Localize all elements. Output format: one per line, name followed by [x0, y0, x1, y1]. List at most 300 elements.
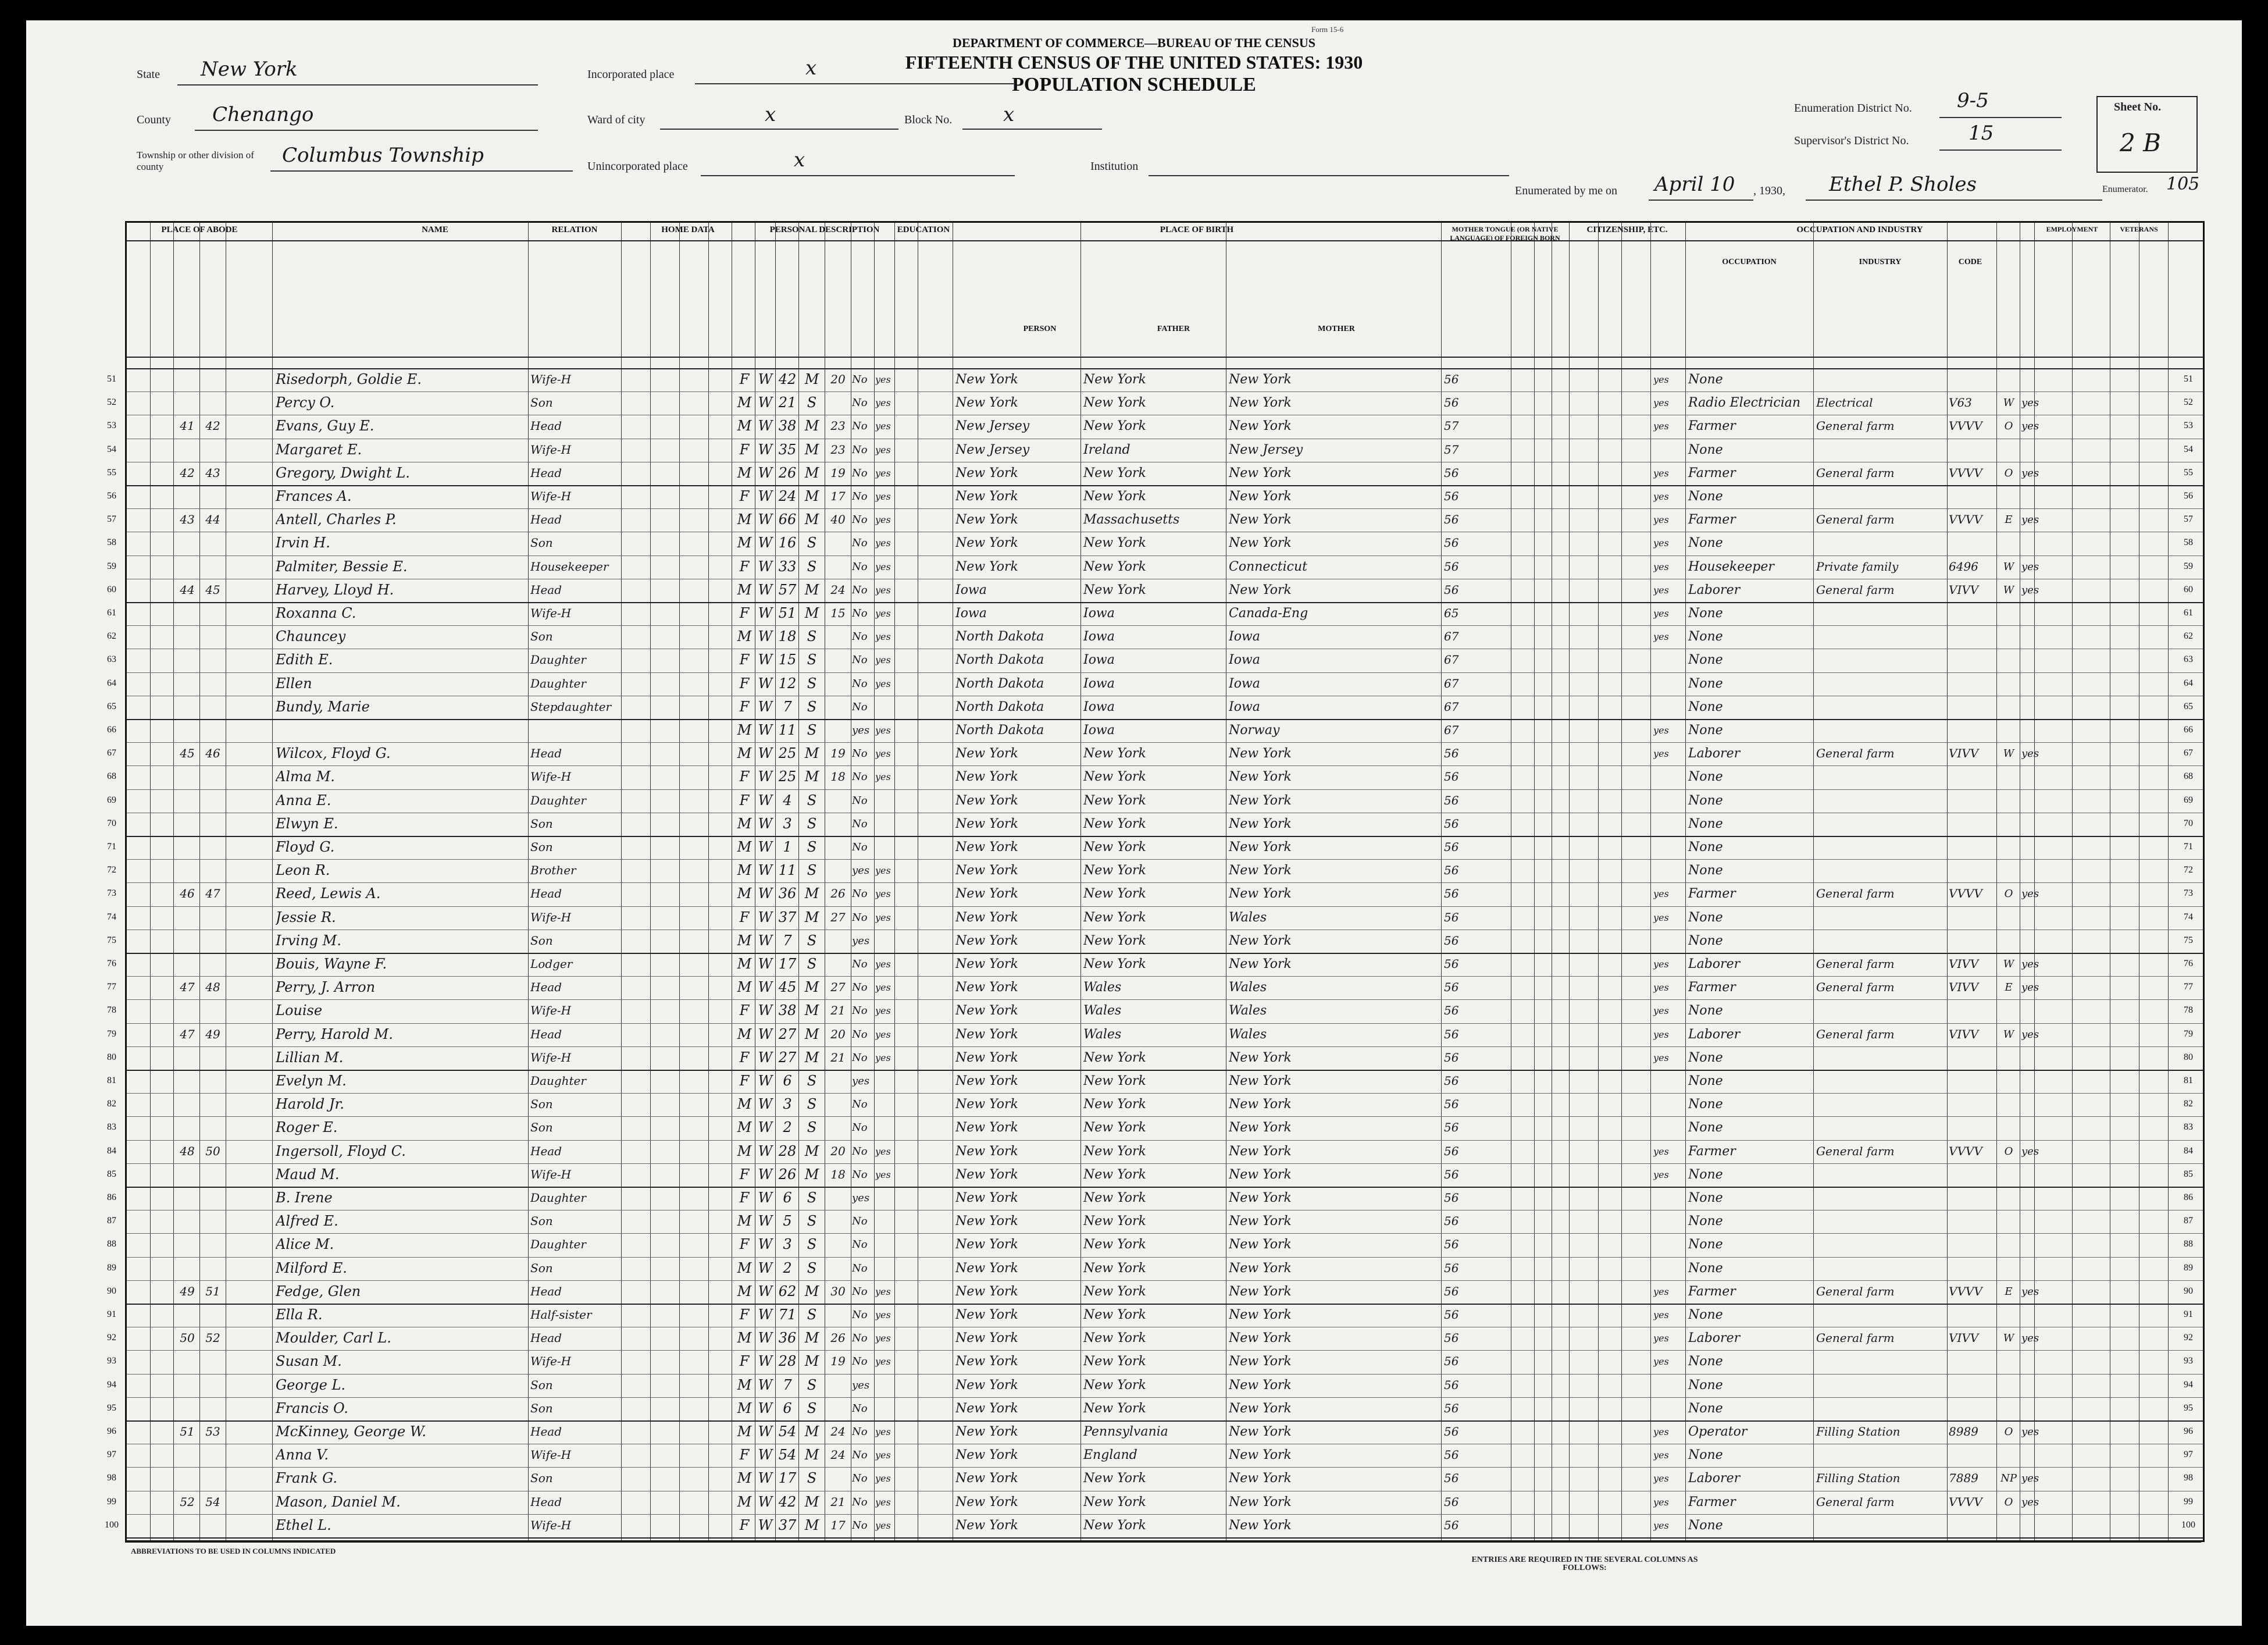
relation: Head	[530, 746, 562, 761]
relation: Wife-H	[530, 489, 572, 503]
mother-tongue-code: 57	[1444, 419, 1459, 433]
occupation: Farmer	[1688, 980, 1736, 995]
birthplace-mother: Norway	[1229, 723, 1280, 738]
industry: General farm	[1816, 886, 1895, 901]
birthplace-person: New York	[955, 910, 1018, 925]
birthplace-father: New York	[1083, 1120, 1146, 1135]
line-number: 84	[2184, 1145, 2193, 1156]
birthplace-person: New York	[955, 933, 1018, 948]
person-name: Ellen	[276, 675, 312, 692]
group-veterans: VETERANS	[2120, 225, 2158, 233]
relation: Son	[530, 1401, 553, 1415]
race: W	[758, 768, 773, 785]
age: 11	[778, 722, 797, 738]
employed: yes	[2021, 1028, 2039, 1041]
school-attendance: No	[852, 1285, 868, 1298]
race: W	[758, 1073, 773, 1089]
line-number: 67	[107, 748, 116, 759]
family-number: 47	[205, 886, 220, 901]
occupation-code: VVVV	[1949, 1494, 1982, 1509]
col-code: CODE	[1958, 258, 1982, 266]
occupation: None	[1688, 840, 1723, 854]
employed: yes	[2021, 1496, 2039, 1508]
line-number: 100	[2181, 1519, 2195, 1530]
line-number: 86	[2184, 1192, 2193, 1202]
birthplace-father: New York	[1083, 957, 1146, 971]
mother-tongue-code: 56	[1444, 746, 1459, 761]
person-name: Ella R.	[276, 1306, 323, 1323]
age-at-marriage: 26	[830, 1331, 846, 1345]
block-value: x	[1003, 103, 1015, 126]
marital-status: S	[807, 1376, 817, 1393]
line-number: 62	[107, 631, 116, 642]
group-tongue: MOTHER TONGUE (OR NATIVE LANGUAGE) OF FOREIGN BORN	[1450, 225, 1560, 242]
group-occupation: OCCUPATION AND INDUSTRY	[1796, 225, 1923, 234]
sd-value: 15	[1969, 122, 1994, 145]
can-speak-english: yes	[1653, 1052, 1669, 1063]
employed: yes	[2021, 514, 2039, 526]
age-at-marriage: 18	[830, 1167, 846, 1181]
can-read: yes	[875, 537, 891, 549]
sex: M	[737, 1283, 752, 1299]
person-name: Roger E.	[276, 1119, 338, 1136]
marital-status: M	[804, 1493, 819, 1510]
family-number: 44	[205, 512, 220, 527]
line-number: 65	[2184, 701, 2193, 711]
sex: M	[737, 1213, 752, 1230]
line-number: 72	[2184, 865, 2193, 875]
race: W	[758, 698, 773, 715]
school-attendance: No	[852, 397, 868, 410]
birthplace-mother: New York	[1229, 1284, 1292, 1299]
race: W	[758, 464, 773, 481]
person-name: Alma M.	[276, 768, 335, 785]
can-speak-english: yes	[1653, 631, 1669, 643]
relation: Son	[530, 1097, 553, 1112]
sex: F	[739, 1190, 750, 1206]
birthplace-person: New York	[955, 536, 1018, 551]
can-read: yes	[875, 888, 891, 900]
birthplace-person: New York	[955, 489, 1018, 504]
birthplace-mother: Canada-Eng	[1229, 606, 1308, 621]
institution-label: Institution	[1090, 160, 1139, 173]
county-label: County	[137, 113, 171, 126]
birthplace-father: New York	[1083, 372, 1146, 387]
family-number: 51	[205, 1284, 220, 1298]
sex: M	[737, 1259, 752, 1276]
class-of-worker: W	[2003, 958, 2014, 970]
birthplace-person: New York	[955, 372, 1018, 387]
line-number: 93	[2184, 1356, 2193, 1366]
occupation: Farmer	[1688, 419, 1736, 434]
line-number: 79	[2184, 1028, 2193, 1039]
mother-tongue-code: 56	[1444, 489, 1459, 503]
birthplace-person: New York	[955, 1284, 1018, 1299]
birthplace-father: New York	[1083, 1494, 1146, 1509]
relation: Wife-H	[530, 1167, 572, 1181]
line-number: 90	[2184, 1286, 2193, 1296]
person-name: Bundy, Marie	[276, 698, 370, 715]
age-at-marriage: 17	[830, 1518, 846, 1532]
marital-status: M	[804, 1353, 819, 1370]
relation: Wife-H	[530, 770, 572, 784]
can-read: yes	[875, 1028, 891, 1040]
relation: Daughter	[530, 676, 586, 690]
birthplace-person: New York	[955, 1074, 1018, 1088]
age: 71	[778, 1306, 797, 1323]
line-number: 57	[107, 514, 116, 525]
mother-tongue-code: 65	[1444, 606, 1459, 620]
can-speak-english: yes	[1653, 537, 1669, 549]
school-attendance: No	[852, 1098, 868, 1111]
sex: F	[739, 768, 750, 785]
group-home: HOME DATA	[661, 225, 715, 234]
ed-label: Enumeration District No.	[1794, 102, 1912, 115]
line-number: 96	[2184, 1426, 2193, 1436]
mother-tongue-code: 56	[1444, 559, 1459, 574]
birthplace-mother: New York	[1229, 465, 1292, 480]
can-read: yes	[875, 631, 891, 643]
birthplace-person: New York	[955, 1097, 1018, 1112]
race: W	[758, 1400, 773, 1416]
relation: Wife-H	[530, 1050, 572, 1064]
class-of-worker: W	[2003, 583, 2014, 596]
occupation: None	[1688, 1214, 1723, 1229]
birthplace-mother: New York	[1229, 1074, 1292, 1088]
age: 27	[778, 1049, 797, 1066]
birthplace-father: New York	[1083, 933, 1146, 948]
township-label: Township or other division of county	[137, 149, 254, 172]
line-number: 71	[2184, 842, 2193, 852]
birthplace-person: New York	[955, 1425, 1018, 1439]
marital-status: M	[804, 909, 819, 925]
birthplace-father: New York	[1083, 1261, 1146, 1276]
industry: Filling Station	[1816, 1425, 1900, 1439]
occupation: None	[1688, 1401, 1723, 1416]
person-name: Floyd G.	[276, 839, 335, 855]
line-number: 62	[2184, 631, 2193, 642]
school-attendance: No	[852, 1121, 868, 1134]
race: W	[758, 1306, 773, 1323]
occupation-code: VIVV	[1949, 582, 1979, 597]
birthplace-mother: New Jersey	[1229, 442, 1303, 457]
mother-tongue-code: 56	[1444, 372, 1459, 386]
can-speak-english: yes	[1653, 608, 1669, 619]
age: 38	[778, 1002, 797, 1019]
mother-tongue-code: 67	[1444, 723, 1459, 737]
school-attendance: No	[852, 1472, 868, 1485]
mother-tongue-code: 56	[1444, 1494, 1459, 1509]
mother-tongue-code: 56	[1444, 1401, 1459, 1415]
relation: Son	[530, 1120, 553, 1135]
occupation: None	[1688, 1354, 1723, 1369]
person-name: Alfred E.	[276, 1213, 338, 1230]
industry: General farm	[1816, 746, 1895, 761]
school-attendance: yes	[852, 1075, 870, 1087]
mother-tongue-code: 56	[1444, 816, 1459, 831]
birthplace-mother: New York	[1229, 770, 1292, 785]
can-speak-english: yes	[1653, 959, 1669, 970]
employed: yes	[2021, 888, 2039, 900]
can-read: yes	[875, 514, 891, 526]
occupation-code: VVVV	[1949, 512, 1982, 527]
race: W	[758, 394, 773, 411]
person-name: Evelyn M.	[276, 1073, 347, 1089]
can-read: yes	[875, 865, 891, 877]
can-read: yes	[875, 771, 891, 783]
person-name: Maud M.	[276, 1166, 340, 1183]
race: W	[758, 488, 773, 504]
person-name: Elwyn E.	[276, 815, 338, 832]
birthplace-person: New York	[955, 1494, 1018, 1509]
race: W	[758, 745, 773, 762]
line-number: 94	[2184, 1379, 2193, 1390]
occupation: Farmer	[1688, 886, 1736, 902]
age-at-marriage: 23	[830, 442, 846, 457]
industry: General farm	[1816, 465, 1895, 480]
age: 21	[778, 394, 797, 411]
age-at-marriage: 20	[830, 1144, 846, 1158]
person-name: Bouis, Wayne F.	[276, 956, 387, 972]
age: 17	[778, 1470, 797, 1487]
line-number: 79	[107, 1028, 116, 1039]
race: W	[758, 862, 773, 879]
sex: F	[739, 1073, 750, 1089]
line-number: 74	[107, 911, 116, 922]
line-number: 85	[2184, 1169, 2193, 1179]
industry: General farm	[1816, 1284, 1895, 1298]
occupation: Farmer	[1688, 465, 1736, 480]
birthplace-mother: Iowa	[1229, 653, 1260, 668]
occupation: None	[1688, 723, 1723, 738]
footer-entries-title: ENTRIES ARE REQUIRED IN THE SEVERAL COLUMNS AS FOLLOWS:	[1471, 1555, 1698, 1572]
sex: F	[739, 488, 750, 504]
can-read: yes	[875, 397, 891, 409]
school-attendance: No	[852, 911, 868, 924]
marital-status: M	[804, 1516, 819, 1533]
census-table	[105, 221, 2205, 1542]
race: W	[758, 1447, 773, 1464]
school-attendance: No	[852, 1449, 868, 1462]
line-number: 64	[2184, 678, 2193, 688]
age: 18	[778, 628, 797, 645]
col-industry: INDUSTRY	[1859, 258, 1902, 266]
marital-status: M	[804, 979, 819, 996]
relation: Wife-H	[530, 1518, 572, 1532]
age: 2	[783, 1119, 792, 1136]
race: W	[758, 792, 773, 809]
age: 7	[783, 698, 792, 715]
can-speak-english: yes	[1653, 1519, 1669, 1531]
line-number: 88	[2184, 1239, 2193, 1249]
can-read: yes	[875, 1169, 891, 1180]
dwelling-number: 48	[180, 1144, 195, 1158]
line-number: 75	[2184, 935, 2193, 945]
mother-tongue-code: 56	[1444, 1120, 1459, 1135]
age: 26	[778, 464, 797, 481]
line-number: 92	[107, 1333, 116, 1343]
enumerated-date: April 10	[1654, 173, 1735, 196]
can-read: yes	[875, 1052, 891, 1063]
sex: M	[737, 1470, 752, 1487]
race: W	[758, 1026, 773, 1042]
relation: Wife-H	[530, 1003, 572, 1018]
race: W	[758, 932, 773, 949]
mother-tongue-code: 56	[1444, 465, 1459, 480]
can-speak-english: yes	[1653, 1309, 1669, 1320]
marital-status: M	[804, 441, 819, 458]
birthplace-person: New York	[955, 1518, 1018, 1533]
race: W	[758, 511, 773, 528]
mother-tongue-code: 56	[1444, 536, 1459, 550]
line-number: 68	[2184, 771, 2193, 782]
age-at-marriage: 18	[830, 770, 846, 784]
race: W	[758, 1002, 773, 1019]
employed: yes	[2021, 1332, 2039, 1345]
birthplace-person: New York	[955, 1027, 1018, 1042]
marital-status: M	[804, 1002, 819, 1019]
birthplace-person: North Dakota	[955, 676, 1044, 691]
mother-tongue-code: 56	[1444, 1448, 1459, 1462]
family-number: 46	[205, 746, 220, 761]
birthplace-mother: New York	[1229, 582, 1292, 597]
birthplace-mother: Wales	[1229, 1003, 1267, 1019]
birthplace-mother: New York	[1229, 1494, 1292, 1509]
line-number: 52	[2184, 397, 2193, 408]
employed: yes	[2021, 397, 2039, 410]
occupation: None	[1688, 1448, 1723, 1463]
age-at-marriage: 24	[830, 1425, 846, 1439]
marital-status: M	[804, 885, 819, 902]
school-attendance: No	[852, 607, 868, 619]
line-number: 97	[2184, 1450, 2193, 1460]
birthplace-father: New York	[1083, 1191, 1146, 1205]
birthplace-mother: New York	[1229, 1471, 1292, 1486]
age: 24	[778, 488, 797, 504]
race: W	[758, 956, 773, 972]
line-number: 73	[107, 888, 116, 899]
person-name: Anna E.	[276, 792, 331, 809]
marital-status: S	[807, 558, 817, 575]
race: W	[758, 651, 773, 668]
occupation: Laborer	[1688, 746, 1741, 761]
birthplace-mother: Wales	[1229, 910, 1267, 925]
can-read: yes	[875, 467, 891, 479]
age: 66	[778, 511, 797, 528]
birthplace-mother: New York	[1229, 489, 1292, 504]
line-number: 91	[107, 1309, 116, 1319]
occupation: None	[1688, 653, 1723, 668]
block-label: Block No.	[904, 113, 953, 126]
birthplace-person: New York	[955, 1144, 1018, 1159]
dwelling-number: 47	[180, 1027, 195, 1041]
sex: F	[739, 1516, 750, 1533]
person-name: Harvey, Lloyd H.	[276, 581, 394, 598]
race: W	[758, 1213, 773, 1230]
school-attendance: No	[852, 1519, 868, 1532]
marital-status: S	[807, 675, 817, 692]
mother-tongue-code: 56	[1444, 1003, 1459, 1018]
birthplace-mother: New York	[1229, 933, 1292, 948]
school-attendance: No	[852, 677, 868, 690]
school-attendance: No	[852, 1355, 868, 1368]
age: 37	[778, 1516, 797, 1533]
person-name: Gregory, Dwight L.	[276, 464, 410, 481]
person-name: Francis O.	[276, 1400, 348, 1416]
marital-status: S	[807, 394, 817, 411]
sex: F	[739, 698, 750, 715]
relation: Daughter	[530, 1074, 586, 1088]
occupation: None	[1688, 536, 1723, 551]
age-at-marriage: 21	[830, 1494, 846, 1509]
line-number: 51	[107, 374, 116, 384]
marital-status: M	[804, 464, 819, 481]
can-read: yes	[875, 1333, 891, 1344]
birthplace-mother: New York	[1229, 1120, 1292, 1135]
sex: F	[739, 558, 750, 575]
age-at-marriage: 15	[830, 606, 846, 620]
mother-tongue-code: 57	[1444, 442, 1459, 457]
birthplace-mother: New York	[1229, 1191, 1292, 1205]
birthplace-mother: Iowa	[1229, 676, 1260, 691]
occupation: None	[1688, 1377, 1723, 1393]
age-at-marriage: 27	[830, 910, 846, 924]
marital-status: S	[807, 1236, 817, 1253]
can-speak-english: yes	[1653, 1356, 1669, 1368]
age: 54	[778, 1447, 797, 1464]
line-number: 73	[2184, 888, 2193, 899]
can-speak-english: yes	[1653, 561, 1669, 572]
enumerator-label: Enumerator.	[2102, 184, 2148, 194]
occupation: None	[1688, 606, 1723, 621]
birthplace-father: New York	[1083, 419, 1146, 434]
line-number: 77	[107, 982, 116, 992]
sex: M	[737, 1119, 752, 1136]
birthplace-father: New York	[1083, 1471, 1146, 1486]
can-speak-english: yes	[1653, 1450, 1669, 1461]
employed: yes	[2021, 958, 2039, 970]
person-name: Antell, Charles P.	[276, 511, 397, 528]
marital-status: M	[804, 745, 819, 762]
person-name: Leon R.	[276, 862, 330, 879]
race: W	[758, 722, 773, 738]
school-attendance: yes	[852, 1379, 870, 1391]
birthplace-mother: New York	[1229, 1050, 1292, 1065]
dwelling-number: 45	[180, 746, 195, 761]
race: W	[758, 371, 773, 387]
marital-status: S	[807, 1259, 817, 1276]
race: W	[758, 979, 773, 996]
birthplace-person: New York	[955, 1308, 1018, 1322]
can-speak-english: yes	[1653, 748, 1669, 760]
line-number: 82	[2184, 1099, 2193, 1109]
line-number: 94	[107, 1379, 116, 1390]
line-number: 81	[107, 1076, 116, 1085]
marital-status: S	[807, 628, 817, 645]
marital-status: M	[804, 488, 819, 504]
birthplace-mother: New York	[1229, 419, 1292, 434]
line-number: 66	[107, 725, 116, 735]
school-attendance: No	[852, 700, 868, 713]
mother-tongue-code: 56	[1444, 1191, 1459, 1205]
birthplace-mother: New York	[1229, 863, 1292, 878]
occupation: None	[1688, 676, 1723, 691]
relation: Head	[530, 1144, 562, 1158]
incorporated-label: Incorporated place	[587, 68, 675, 81]
marital-status: S	[807, 722, 817, 738]
race: W	[758, 1142, 773, 1159]
age: 12	[778, 675, 797, 692]
